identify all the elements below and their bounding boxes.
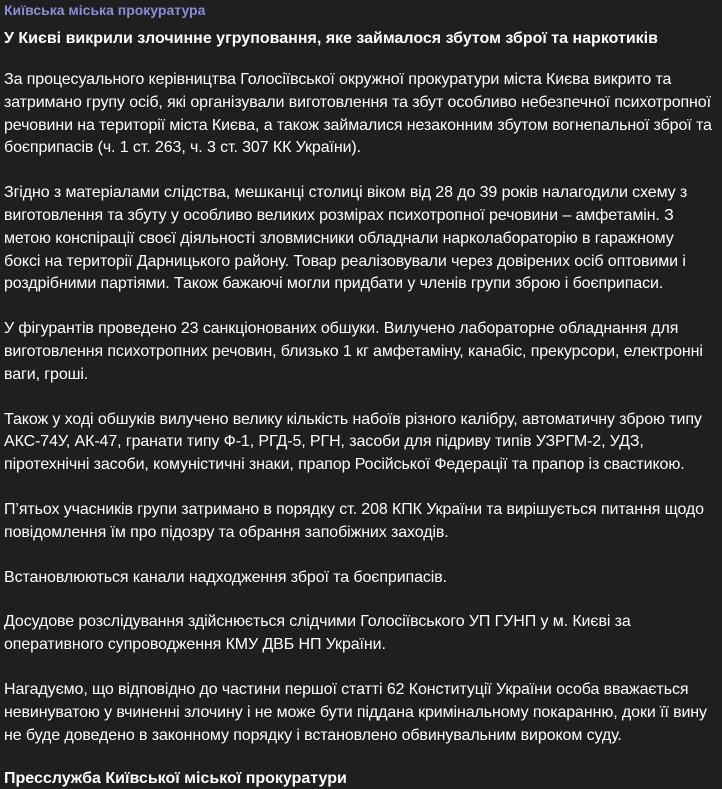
channel-name-link[interactable]: Київська міська прокуратура — [4, 2, 206, 18]
post-paragraph-4: Також у ході обшуків вилучено велику кількість набоїв різного калібру, автоматичну зброю типу АКС-74У, АК-47, гранати типу Ф-1, РГД-5, РГН, засоби для підриву типів УЗРГМ-2, УДЗ, піротехнічні засоби, комуністичні знаки, прапор Російської Федерації та прапор із свастикою. — [4, 410, 702, 474]
post-paragraph-7: Досудове розслідування здійснюється слідчими Голосіївського УП ГУНП у м. Києві за оперативного супроводження КМУ ДВБ НП України. — [4, 613, 631, 654]
post-paragraph-5: П’ятьох учасників групи затримано в порядку ст. 208 КПК України та вирішується питання щодо повідомлення їм про підозру та обрання запобіжних заходів. — [4, 500, 704, 541]
post-paragraph-8: Нагадуємо, що відповідно до частини першої статті 62 Конституції України особа вважається невинуватою у вчиненні злочину і не може бути піддана кримінальному покаранню, доки її вину не буде доведено в законному порядку і встановлено обвинувальним вироком суду. — [4, 680, 707, 744]
post-paragraph-2: Згідно з матеріалами слідства, мешканці столиці віком від 28 до 39 років налагодили схему з виготовлення та збуту у особливо великих розмірах психотропної речовини – амфетамін. З метою конспірації своєї діяльності зловмисники обладнали нарколабораторію в гаражному боксі на території Дарницького району. Товар реалізовували через довірених осіб оптовими і роздрібними партіями. Також бажаючі могли придбати у членів групи зброю і боєприпаси. — [4, 184, 688, 293]
post-paragraph-6: Встановлюються канали надходження зброї та боєприпасів. — [4, 568, 447, 586]
post-paragraph-1: За процесуального керівництва Голосіївської окружної прокуратури міста Києва викрито та затримано групу осіб, які організували виготовлення та збут особливо небезпечної психотропної речовини на території міста Києва, а також займалися незаконним збутом вогнепальної зброї та боєприпасів (ч. 1 ст. 263, ч. 3 ст. 307 КК України). — [4, 71, 712, 157]
post-signature: Пресслужба Київської міської прокуратури — [4, 770, 347, 788]
post-headline: У Києві викрили злочинне угруповання, яке займалося збутом зброї та наркотиків — [4, 30, 658, 47]
post-paragraph-3: У фігурантів проведено 23 санкціонованих обшуки. Вилучено лабораторне обладнання для виготовлення психотропних речовин, близько 1 кг амфетаміну, канабіс, прекурсори, електронні ваги, гроші. — [4, 320, 703, 383]
